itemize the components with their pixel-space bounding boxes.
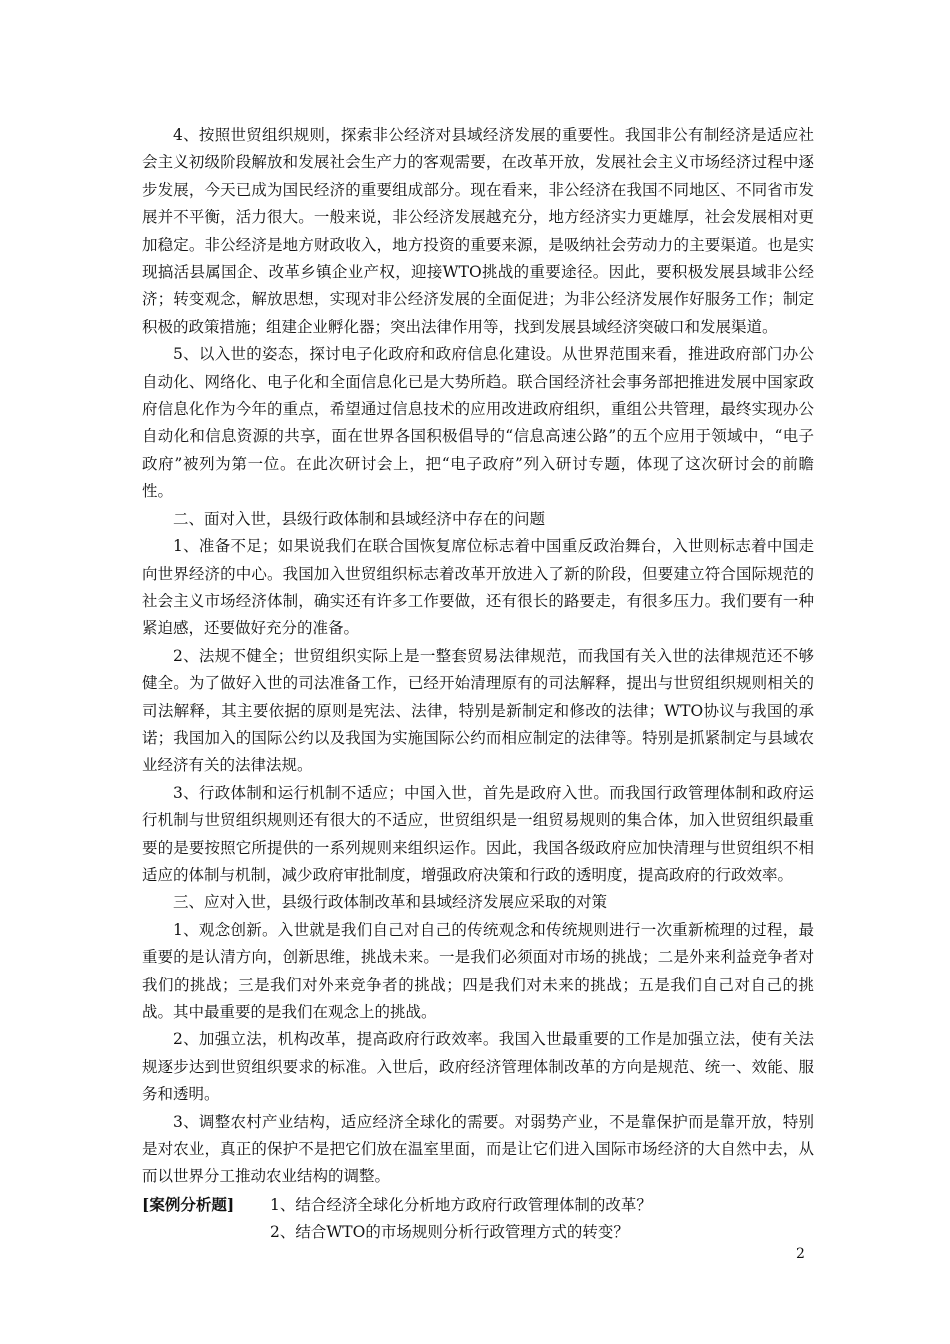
problem-item-preparation: 1、准备不足；如果说我们在联合国恢复席位标志着中国重反政治舞台，入世则标志着中国走向世界经济的中心。我国加入世贸组织标志着改革开放进入了新的阶段，但要建立符合国际规范的社会主义市场经济体制，确实还有许多工作要做，还有很长的路要走，有很多压力。我们要有一种紧迫感，还要做好充分的准备。 bbox=[142, 537, 814, 638]
section-heading-countermeasures: 三、应对入世，县级行政体制改革和县域经济发展应采取的对策 bbox=[173, 893, 608, 912]
countermeasure-item-concept: 1、观念创新。入世就是我们自己对自己的传统观念和传统规则进行一次重新梳理的过程，最重要的是认清方向，创新思维，挑战未来。一是我们必须面对市场的挑战；二是外来利益竞争者对我们的挑战；三是我们对外来竞争者的挑战；四是我们对未来的挑战；五是我们自己对自己的挑战。其中最重要的是我们在观念上的挑战。 bbox=[142, 920, 814, 1021]
paragraph-nonpublic-economy: 4、按照世贸组织规则，探索非公经济对县域经济发展的重要性。我国非公有制经济是适应社会主义初级阶段解放和发展社会生产力的客观需要，在改革开放，发展社会主义市场经济过程中逐步发展，今天已成为国民经济的重要组成部分。现在看来，非公经济在我国不同地区、不同省市发展并不平衡，活力很大。一般来说，非公经济发展越充分，地方经济实力更雄厚，社会发展相对更加稳定。非公经济是地方财政收入，地方投资的重要来源，是吸纳社会劳动力的主要渠道。也是实现搞活县属国企、改革乡镇企业产权，迎接WTO挑战的重要途径。因此，要积极发展县域非公经济；转变观念，解放思想，实现对非公经济发展的全面促进；为非公经济发展作好服务工作；制定积极的政策措施；组建企业孵化器；突出法律作用等，找到发展县域经济突破口和发展渠道。 bbox=[142, 126, 814, 336]
case-question: 1、结合经济全球化分析地方政府行政管理体制的改革？ bbox=[270, 1195, 652, 1214]
problem-item-administration: 3、行政体制和运行机制不适应；中国入世，首先是政府入世。而我国行政管理体制和政府运行机制与世贸组织规则还有很大的不适应，世贸组织是一组贸易规则的集合体，加入世贸组织最重要的是要按照它所提供的一系列规则来组织运作。因此，我国各级政府应加快清理与世贸组织不相适应的体制与机制，减少政府审批制度，增强政府决策和行政的透明度，提高政府的行政效率。 bbox=[142, 783, 814, 884]
problem-item-regulations: 2、法规不健全；世贸组织实际上是一整套贸易法律规范，而我国有关入世的法律规范还不够健全。为了做好入世的司法准备工作，已经开始清理原有的司法解释，提出与世贸组织规则相关的司法解释，其主要依据的原则是宪法、法律，特别是新制定和修改的法律；WTO协议与我国的承诺；我国加入的国际公约以及我国为实施国际公约而相应制定的法律等。特别是抓紧制定与县域农业经济有关的法律法规。 bbox=[142, 646, 814, 775]
countermeasure-item-agriculture: 3、调整农村产业结构，适应经济全球化的需要。对弱势产业，不是靠保护而是靠开放，特别是对农业，真正的保护不是把它们放在温室里面，而是让它们进入国际市场经济的大自然中去，从而以世界分工推动农业结构的调整。 bbox=[142, 1112, 814, 1186]
case-analysis-block bbox=[142, 1191, 814, 1247]
document-body bbox=[142, 122, 814, 1247]
countermeasure-item-legislation: 2、加强立法，机构改革，提高政府行政效率。我国入世最重要的工作是加强立法，使有关法规逐步达到世贸组织要求的标准。入世后，政府经济管理体制改革的方向是规范、统一、效能、服务和透明。 bbox=[142, 1030, 814, 1104]
case-analysis-row bbox=[142, 1191, 814, 1219]
case-question-row bbox=[142, 1219, 814, 1246]
paragraph-e-government: 5、以入世的姿态，探讨电子化政府和政府信息化建设。从世界范围来看，推进政府部门办公自动化、网络化、电子化和全面信息化已是大势所趋。联合国经济社会事务部把推进发展中国家政府信息化作为今年的重点，希望通过信息技术的应用改进政府组织，重组公共管理，最终实现办公自动化和信息资源的共享，面在世界各国积极倡导的“信息高速公路”的五个应用于领域中，“电子政府”被列为第一位。在此次研讨会上，把“电子政府”列入研讨专题，体现了这次研讨会的前瞻性。 bbox=[142, 345, 814, 501]
section-heading-problems: 二、面对入世，县级行政体制和县域经济中存在的问题 bbox=[173, 509, 546, 528]
page-number: 2 bbox=[796, 1246, 805, 1262]
case-analysis-label: [案例分析题] bbox=[142, 1194, 235, 1214]
case-question: 2、结合WTO的市场规则分析行政管理方式的转变？ bbox=[270, 1223, 629, 1242]
